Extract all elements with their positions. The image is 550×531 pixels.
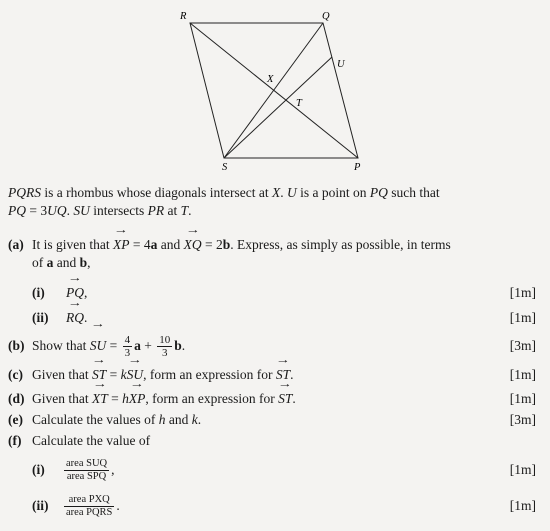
part-a-i-expr: → PQ,	[66, 285, 87, 301]
part-f-ii-marks: [1m]	[509, 498, 536, 513]
part-a-text-2: of a and b,	[32, 255, 91, 270]
label-x: X	[267, 74, 274, 85]
part-c-label: (c)	[8, 367, 23, 382]
part-f-text: Calculate the value of	[32, 433, 151, 448]
diagonal-qs	[224, 23, 323, 158]
part-b-label: (b)	[8, 338, 25, 353]
part-a-label: (a)	[8, 237, 24, 252]
part-d-label: (d)	[8, 391, 25, 406]
part-b-marks: [3m]	[509, 338, 536, 353]
line-su	[224, 57, 332, 158]
part-b-text: Show that → SU = $\frac{4}{3}$ a + $\frac{10}{3}$ b.	[32, 331, 185, 361]
part-a-i-label: (i)	[32, 285, 45, 300]
label-s: S	[222, 162, 228, 173]
intro-line-1: PQRS is a rhombus whose diagonals intersect at X. U is a point on PQ such that	[8, 185, 440, 200]
intro-line-2: PQ = 3UQ. SU intersects PR at T.	[8, 203, 192, 218]
part-c-text: Given that → ST = k→ SU, form an expression for → ST.	[32, 367, 294, 383]
part-f-label: (f)	[8, 433, 22, 448]
rhombus-figure	[0, 0, 550, 180]
label-p: P	[354, 162, 361, 173]
label-r: R	[180, 11, 187, 22]
part-e-text: Calculate the values of h and k.	[32, 412, 202, 427]
part-e-marks: [3m]	[509, 412, 536, 427]
part-a-text-1: It is given that → XP = 4a and → XQ = 2b. Express, as simply as possible, in terms	[32, 237, 451, 253]
part-a-i-marks: [1m]	[509, 285, 536, 300]
part-f-i-label: (i)	[32, 462, 45, 477]
ratio-pxq-pqrs: $\frac{\text{area PXQ}}{\text{area PQRS}}$	[66, 494, 113, 519]
part-d-text: Given that → XT = h→ XP, form an expression for → ST.	[32, 391, 296, 407]
part-f-i-marks: [1m]	[509, 462, 536, 477]
part-f-ii-expr: $\frac{\text{area PXQ}}{\text{area PQRS}}$ .	[66, 494, 120, 519]
fraction-four-thirds: $\frac{4}{3}$	[124, 334, 131, 360]
part-e-label: (e)	[8, 412, 23, 427]
part-a-ii-expr: → RQ.	[66, 310, 87, 326]
label-t: T	[296, 98, 302, 109]
part-f-ii-label: (ii)	[32, 498, 49, 513]
fraction-ten-thirds: $\frac{10}{3}$	[159, 334, 171, 360]
ratio-suq-spq: $\frac{\text{area SUQ}}{\text{area SPQ}}$	[66, 458, 108, 483]
part-d-marks: [1m]	[509, 391, 536, 406]
label-q: Q	[322, 11, 330, 22]
part-f-i-expr: $\frac{\text{area SUQ}}{\text{area SPQ}}$ ,	[66, 458, 115, 483]
part-a-ii-label: (ii)	[32, 310, 49, 325]
label-u: U	[337, 59, 345, 70]
part-a-ii-marks: [1m]	[509, 310, 536, 325]
part-c-marks: [1m]	[509, 367, 536, 382]
